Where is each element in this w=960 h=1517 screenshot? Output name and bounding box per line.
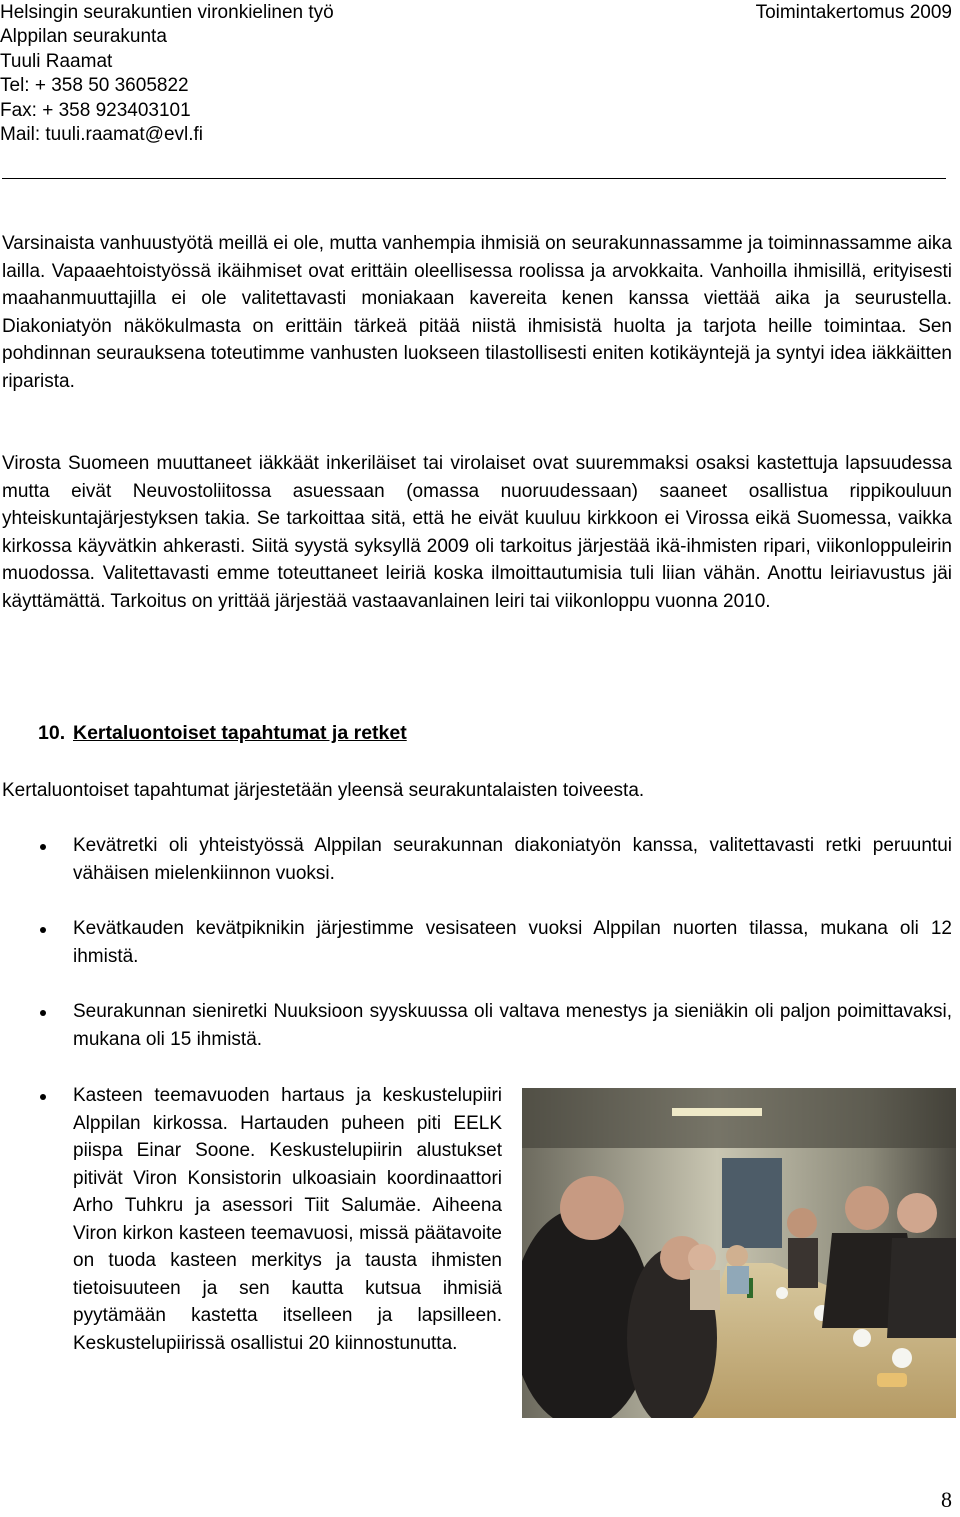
- report-title: Toimintakertomus 2009: [755, 2, 952, 23]
- header-divider: [2, 178, 946, 179]
- list-item: [40, 915, 952, 970]
- section-number: 10.: [38, 722, 66, 744]
- contact-mail[interactable]: Mail: tuuli.raamat@evl.fi: [0, 124, 204, 145]
- contact-fax: Fax: + 358 923403101: [0, 100, 191, 121]
- page-number: 8: [941, 1487, 952, 1512]
- contact-person: Tuuli Raamat: [0, 51, 113, 72]
- paragraph-confirmation-camp: Virosta Suomeen muuttaneet iäkkäät inkeriläiset tai virolaiset ovat suuremmaksi osaksi kastettuja lapsuudessa mutta eivät Neuvostoliitossa asuessaan (omassa nuoruudessaan) saaneet osallistua rippikouluun yhteiskuntajärjestyksen takia. Se tarkoittaa sitä, että he eivät kuuluu kirkkoon ei Virossa eikä Suomessa, vaikka kirkossa käyvätkin ahkerasti. Siitä syystä syksyllä 2009 oli tarkoitus järjestää ikä-ihmisten ripari, viikonloppuleirin muodossa. Valitettavasti emme toteuttaneet leiriä koska ilmoittautumisia tuli liian vähän. Anottu leiriavustus jäi käyttämättä. Tarkoitus on yrittää järjestää vastaavanlainen leiri tai viikonloppu vuonna 2010.: [2, 453, 952, 612]
- bullet-dot-icon: [40, 927, 46, 933]
- bullet-dot-icon: [40, 1094, 46, 1100]
- bullet-dot-icon: [40, 844, 46, 850]
- list-item-text: Kasteen teemavuoden hartaus ja keskustelupiiri Alppilan kirkossa. Hartauden puheen piti EELK piispa Einar Soone. Keskustelupiirin alustukset pitivät Viron Konsistorin ulkoasiain koordinaattori Arho Tuhkru ja asessori Tiit Salumäe. Aiheena Viron kirkon kasteen teemavuosi, missä päätavoite on tuoda kasteen merkitys ja tausta ihmisten tietoisuuteen ja sen kautta kutsua ihmisiä pyytämään kastetta itselleen ja lapsilleen. Keskustelupiirissä osallistui 20 kiinnostunutta.: [73, 1085, 502, 1354]
- list-item-text: Kevätretki oli yhteistyössä Alppilan seurakunnan diakoniatyön kanssa, valitettavasti retki peruuntui vähäisen mielenkiinnon vuoksi.: [73, 835, 952, 884]
- list-item-text: Seurakunnan sieniretki Nuuksioon syyskuussa oli valtava menestys ja sieniäkin oli paljon poimittavaksi, mukana oli 15 ihmistä.: [73, 1001, 952, 1050]
- list-item-text: Kevätkauden kevätpiknikin järjestimme vesisateen vuoksi Alppilan nuorten tilassa, mukana oli 12 ihmistä.: [73, 918, 952, 967]
- parish-name: Alppilan seurakunta: [0, 26, 167, 47]
- list-item: [40, 998, 952, 1053]
- section-heading: [38, 722, 407, 745]
- section-title: Kertaluontoiset tapahtumat ja retket: [73, 722, 407, 744]
- bullet-dot-icon: [40, 1010, 46, 1016]
- paragraph-elderly-work: Varsinaista vanhuustyötä meillä ei ole, mutta vanhempia ihmisiä on seurakunnassamme ja toiminnassamme aika lailla. Vapaaehtoistyössä ikäihmiset ovat erittäin oleellisessa roolissa ja arvokkaita. Vanhoilla ihmisillä, erityisesti maahanmuuttajilla ei ole valitettavasti moniakaan kavereita kenen kanssa viettää aika ja seurustella. Diakoniatyön näkökulmasta on erittäin tärkeä pitää niistä ihmisistä huolta ja tarjota heille toimintaa. Sen pohdinnan seurauksena toteutimme vanhusten luokseen tilastollisesti eniten kotikäyntejä ja syntyi idea iäkkäitten riparista.: [2, 233, 952, 392]
- section-intro: Kertaluontoiset tapahtumat järjestetään yleensä seurakuntalaisten toiveesta.: [2, 780, 645, 801]
- meeting-photo: [522, 1088, 956, 1418]
- list-item: [40, 1082, 502, 1357]
- contact-tel: Tel: + 358 50 3605822: [0, 75, 189, 96]
- list-item: [40, 832, 952, 887]
- org-line: Helsingin seurakuntien vironkielinen työ: [0, 2, 334, 23]
